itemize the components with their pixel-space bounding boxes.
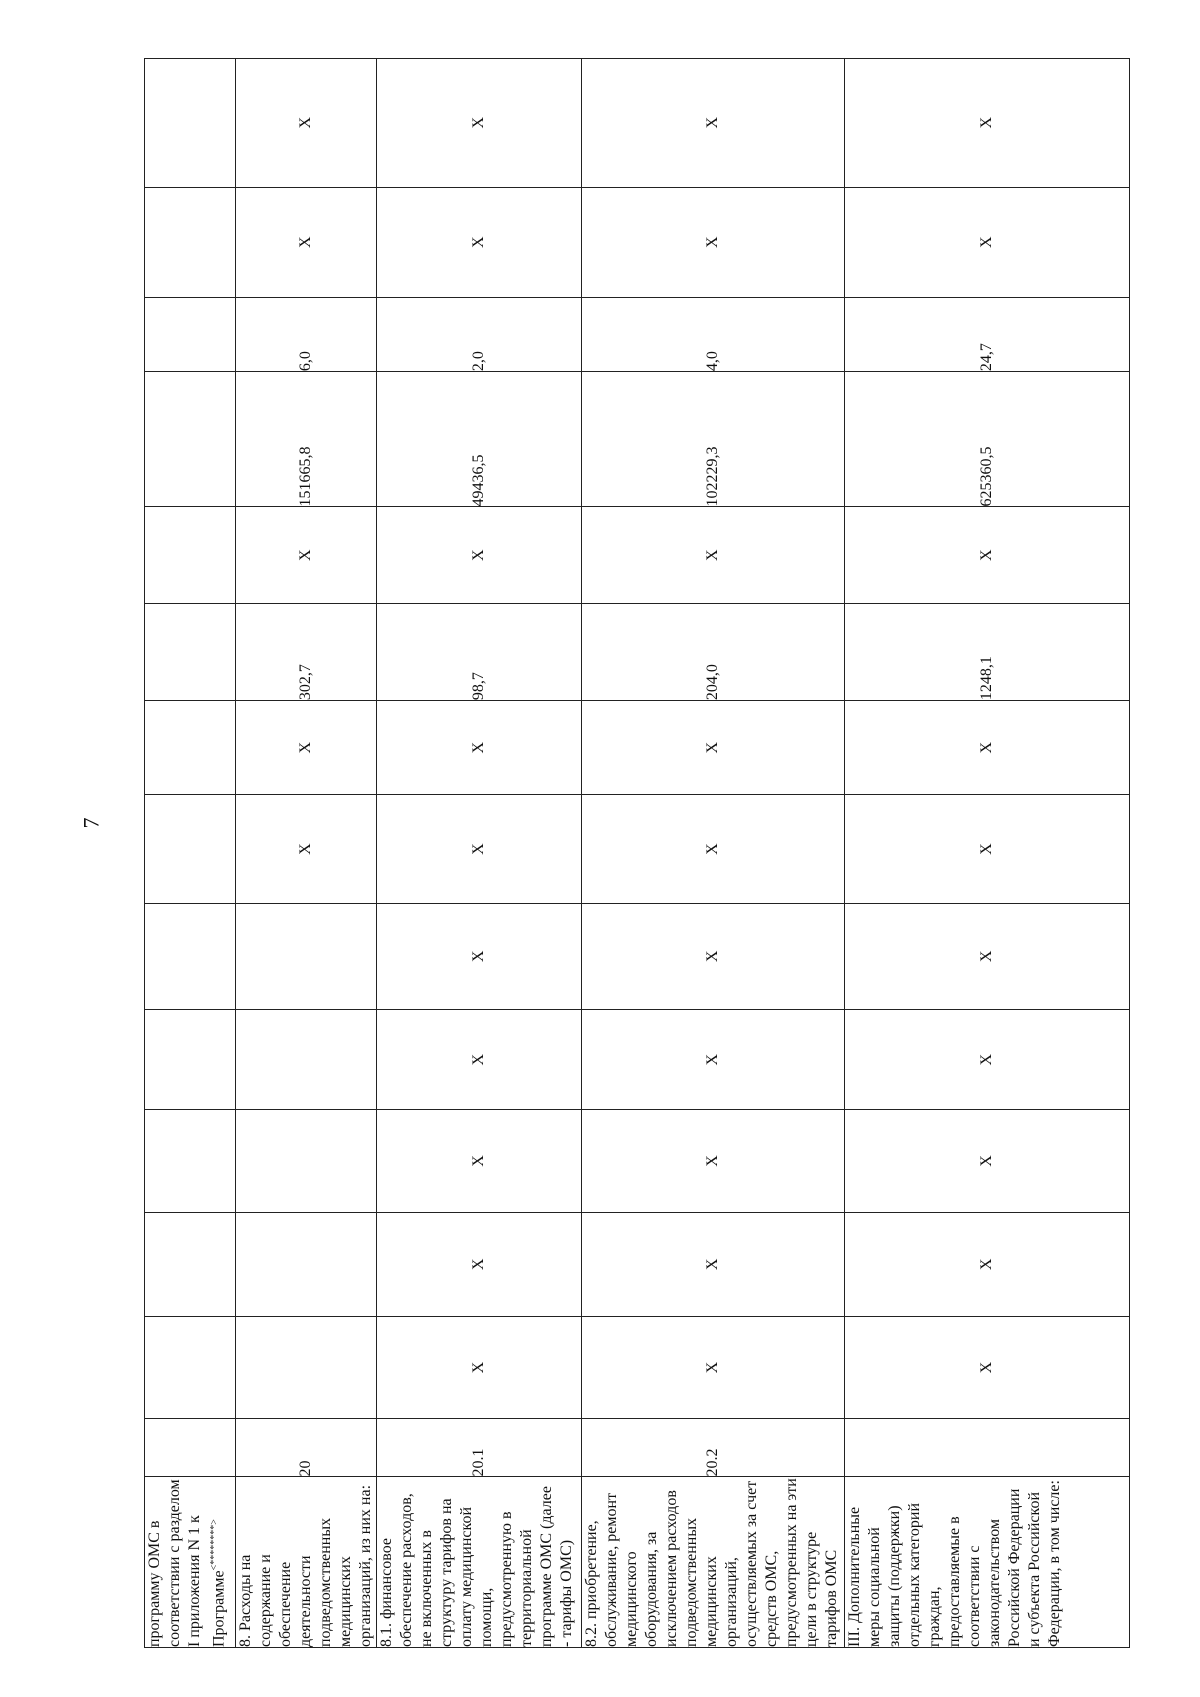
table-cell: X bbox=[845, 187, 1130, 297]
table-cell: X bbox=[377, 187, 582, 297]
row-label: 8. Расходы на содержание и обеспечение деятельности подведомственных медицинских организаций, из них на: bbox=[236, 1477, 377, 1648]
table-cell: 151665,8 bbox=[236, 372, 377, 507]
table-cell bbox=[145, 1110, 236, 1212]
row-label: 8.2. приобретение, обслуживание, ремонт медицинского оборудования, за исключением расходов подведомственных медицинских организаций, осуществляемых за счет средств ОМС, предусмотренных на эти цели в структуре тарифов ОМС bbox=[582, 1477, 845, 1648]
table-cell: 2,0 bbox=[377, 297, 582, 371]
table-cell bbox=[145, 507, 236, 603]
page-number: 7 bbox=[78, 817, 104, 829]
table-cell: X bbox=[845, 903, 1130, 1009]
table-cell: 1248,1 bbox=[845, 603, 1130, 700]
table-cell: X bbox=[582, 1316, 845, 1418]
table-row bbox=[236, 59, 377, 1648]
table-cell: X bbox=[845, 507, 1130, 603]
table-cell: X bbox=[845, 59, 1130, 188]
table-cell: X bbox=[377, 903, 582, 1009]
table-cell bbox=[236, 1110, 377, 1212]
table-cell: X bbox=[377, 795, 582, 903]
table-cell bbox=[145, 903, 236, 1009]
rotated-table-container bbox=[144, 58, 1106, 1648]
row-code: 20.2 bbox=[582, 1419, 845, 1477]
table-cell: X bbox=[377, 1010, 582, 1110]
row-code bbox=[845, 1419, 1130, 1477]
footnote-marker: <********> bbox=[209, 1519, 220, 1571]
table-cell: X bbox=[845, 1110, 1130, 1212]
table-cell: X bbox=[582, 187, 845, 297]
table-cell: X bbox=[582, 795, 845, 903]
table-cell bbox=[145, 1212, 236, 1316]
row-code bbox=[145, 1419, 236, 1477]
table-cell: X bbox=[377, 1110, 582, 1212]
table-cell: X bbox=[845, 1212, 1130, 1316]
table-cell: X bbox=[845, 701, 1130, 795]
table-cell: X bbox=[236, 795, 377, 903]
table-cell: 302,7 bbox=[236, 603, 377, 700]
table-row bbox=[145, 59, 236, 1648]
table-cell bbox=[145, 187, 236, 297]
table-cell: X bbox=[377, 1212, 582, 1316]
table-cell: X bbox=[582, 903, 845, 1009]
table-cell: X bbox=[377, 1316, 582, 1418]
table-cell: 49436,5 bbox=[377, 372, 582, 507]
table-cell: X bbox=[236, 701, 377, 795]
table-cell: 204,0 bbox=[582, 603, 845, 700]
table-cell: X bbox=[582, 507, 845, 603]
table-cell: X bbox=[582, 1212, 845, 1316]
table-cell bbox=[236, 1316, 377, 1418]
table-cell bbox=[145, 795, 236, 903]
table-cell: X bbox=[377, 701, 582, 795]
table-cell: X bbox=[377, 59, 582, 188]
table-cell: 4,0 bbox=[582, 297, 845, 371]
table-cell: X bbox=[236, 187, 377, 297]
table-cell: X bbox=[845, 795, 1130, 903]
table-cell: X bbox=[582, 59, 845, 188]
table-cell bbox=[145, 1010, 236, 1110]
table-cell bbox=[145, 701, 236, 795]
table-cell bbox=[236, 1010, 377, 1110]
row-code: 20.1 bbox=[377, 1419, 582, 1477]
table-row bbox=[377, 59, 582, 1648]
table-cell bbox=[145, 59, 236, 188]
table-cell: 6,0 bbox=[236, 297, 377, 371]
table-cell: X bbox=[236, 59, 377, 188]
table-cell: 24,7 bbox=[845, 297, 1130, 371]
row-label: III. Дополнительные меры социальной защиты (поддержки) отдельных категорий граждан, предоставляемые в соответствии с законодательством Российской Федерации и субъекта Российской Федерации, в том числе: bbox=[845, 1477, 1130, 1648]
table-cell: X bbox=[377, 507, 582, 603]
data-table bbox=[144, 58, 1130, 1648]
table-cell: X bbox=[845, 1010, 1130, 1110]
table-cell bbox=[145, 603, 236, 700]
row-label: 8.1. финансовое обеспечение расходов, не включенных в структуру тарифов на оплату медицинской помощи, предусмотренную в территориальной программе ОМС (далее - тарифы ОМС) bbox=[377, 1477, 582, 1648]
table-cell: X bbox=[582, 701, 845, 795]
table-cell: 625360,5 bbox=[845, 372, 1130, 507]
table-cell: X bbox=[845, 1316, 1130, 1418]
row-label: программу ОМС в соответствии с разделом I приложения N 1 к Программе<********> bbox=[145, 1477, 236, 1648]
table-cell: X bbox=[582, 1110, 845, 1212]
table-cell bbox=[236, 1212, 377, 1316]
table-cell: X bbox=[236, 507, 377, 603]
row-code: 20 bbox=[236, 1419, 377, 1477]
table-cell bbox=[236, 903, 377, 1009]
table-row bbox=[582, 59, 845, 1648]
table-cell: 98,7 bbox=[377, 603, 582, 700]
table-row bbox=[845, 59, 1130, 1648]
table-cell bbox=[145, 297, 236, 371]
table-cell: X bbox=[582, 1010, 845, 1110]
table-cell bbox=[145, 372, 236, 507]
table-cell: 102229,3 bbox=[582, 372, 845, 507]
table-cell bbox=[145, 1316, 236, 1418]
